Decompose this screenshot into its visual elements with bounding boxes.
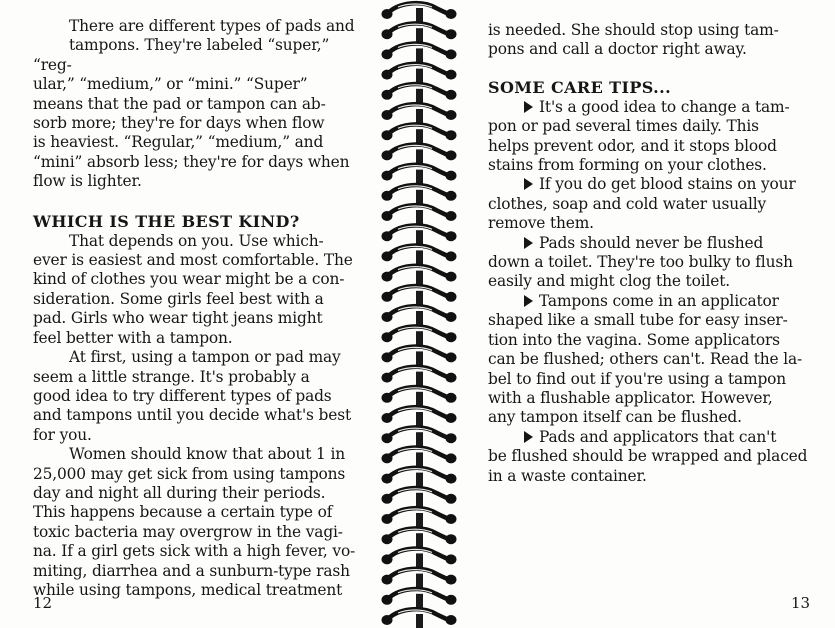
text-span: Tampons come in an applicator bbox=[539, 291, 779, 310]
text-span: Pads and applicators that can't bbox=[539, 427, 777, 446]
spiral-coil bbox=[382, 225, 457, 246]
text-line: day and night all during their periods. bbox=[33, 483, 326, 502]
spiral-coil bbox=[382, 286, 457, 307]
spiral-coil bbox=[382, 44, 457, 65]
paragraph bbox=[33, 348, 358, 445]
text-line: toxic bacteria may overgrow in the vagi- bbox=[33, 522, 343, 541]
text-line: kind of clothes you wear might be a con- bbox=[33, 270, 345, 289]
left-page bbox=[0, 0, 378, 628]
text-span: Pads should never be flushed bbox=[539, 233, 764, 252]
text-line: That depends on you. Use which- bbox=[69, 231, 324, 250]
paragraph bbox=[33, 445, 358, 600]
bullet-item bbox=[488, 428, 818, 486]
text-line: pad. Girls who wear tight jeans might bbox=[33, 309, 323, 328]
text-line: tampons. They're labeled “super,” “reg- bbox=[33, 36, 330, 74]
spiral-coil bbox=[382, 64, 457, 85]
text-line bbox=[488, 175, 818, 194]
text-line: pon or pad several times daily. This bbox=[488, 117, 759, 136]
page-number: 13 bbox=[791, 594, 811, 612]
section-heading: SOME CARE TIPS... bbox=[488, 77, 672, 97]
spiral-coil bbox=[382, 3, 457, 24]
text-line: At first, using a tampon or pad may bbox=[69, 348, 341, 367]
text-line: There are different types of pads and bbox=[69, 17, 355, 35]
text-line: Women should know that about 1 in bbox=[69, 445, 345, 464]
text-line: remove them. bbox=[488, 214, 594, 233]
spiral-coil bbox=[382, 165, 457, 186]
text-line: flow is lighter. bbox=[33, 172, 142, 191]
text-line: with a flushable applicator. However, bbox=[488, 388, 773, 407]
text-span: It's a good idea to change a tam- bbox=[539, 97, 790, 116]
spiral-binding bbox=[378, 0, 460, 628]
text-line: means that the pad or tampon can ab- bbox=[33, 94, 326, 113]
spiral-coil bbox=[382, 367, 457, 388]
bullet-item bbox=[488, 234, 818, 292]
spiral-coil bbox=[382, 104, 457, 125]
text-line: feel better with a tampon. bbox=[33, 328, 233, 347]
spiral-coil bbox=[382, 145, 457, 166]
text-line bbox=[488, 234, 818, 253]
bullet-item bbox=[488, 98, 818, 176]
spiral-coil bbox=[382, 468, 457, 489]
text-line bbox=[488, 428, 818, 447]
bullet-item bbox=[488, 175, 818, 233]
text-line: down a toilet. They're too bulky to flush bbox=[488, 253, 793, 272]
spiral-coil bbox=[382, 205, 457, 226]
spiral-coil bbox=[382, 448, 457, 469]
paragraph bbox=[33, 232, 358, 348]
spiral-coil bbox=[382, 609, 457, 628]
text-line: helps prevent odor, and it stops blood bbox=[488, 136, 777, 155]
section-heading: WHICH IS THE BEST KIND? bbox=[33, 211, 300, 231]
text-line: tion into the vagina. Some applicators bbox=[488, 330, 780, 349]
spiral-coil bbox=[382, 347, 457, 368]
paragraph bbox=[488, 21, 818, 60]
text-line: ever is easiest and most comfortable. The bbox=[33, 251, 353, 270]
page-number: 12 bbox=[33, 594, 53, 612]
bullet-triangle-icon bbox=[524, 295, 533, 307]
spiral-coil bbox=[382, 23, 457, 44]
text-line: sorb more; they're for days when flow bbox=[33, 114, 325, 133]
right-text-column bbox=[488, 21, 818, 486]
bullet-triangle-icon bbox=[524, 431, 533, 443]
spiral-coil bbox=[382, 387, 457, 408]
text-line: is needed. She should stop using tam- bbox=[488, 21, 779, 39]
left-text-column bbox=[33, 17, 358, 600]
spiral-coil bbox=[382, 124, 457, 145]
text-line: easily and might clog the toilet. bbox=[488, 272, 730, 291]
text-line: clothes, soap and cold water usually bbox=[488, 194, 767, 213]
text-line: na. If a girl gets sick with a high fever, vo- bbox=[33, 542, 356, 561]
spiral-coil bbox=[382, 589, 457, 610]
text-line: in a waste container. bbox=[488, 466, 647, 485]
spiral-coil bbox=[382, 528, 457, 549]
spiral-coil bbox=[382, 246, 457, 267]
text-line: good idea to try different types of pads bbox=[33, 386, 332, 405]
text-line: is heaviest. “Regular,” “medium,” and bbox=[33, 133, 324, 152]
spiral-coil bbox=[382, 266, 457, 287]
text-line: stains from forming on your clothes. bbox=[488, 156, 767, 175]
spiral-coil bbox=[382, 569, 457, 590]
text-line bbox=[488, 98, 818, 117]
text-line: pons and call a doctor right away. bbox=[488, 40, 747, 59]
text-line: can be flushed; others can't. Read the la- bbox=[488, 350, 803, 369]
spiral-coil bbox=[382, 84, 457, 105]
text-line: 25,000 may get sick from using tampons bbox=[33, 464, 346, 483]
text-line: and tampons until you decide what's best bbox=[33, 406, 351, 425]
text-line: sideration. Some girls feel best with a bbox=[33, 289, 324, 308]
right-page bbox=[460, 0, 835, 628]
text-line: shaped like a small tube for easy inser- bbox=[488, 311, 788, 330]
spiral-coil bbox=[382, 306, 457, 327]
text-line: This happens because a certain type of bbox=[33, 503, 333, 522]
text-line: while using tampons, medical treatment bbox=[33, 580, 343, 599]
spiral-coil bbox=[382, 326, 457, 347]
spiral-coil bbox=[382, 549, 457, 570]
bullet-triangle-icon bbox=[524, 178, 533, 190]
paragraph bbox=[33, 17, 358, 192]
bullet-triangle-icon bbox=[524, 237, 533, 249]
text-line bbox=[488, 292, 818, 311]
spiral-coil bbox=[382, 407, 457, 428]
text-line: be flushed should be wrapped and placed bbox=[488, 447, 808, 466]
spiral-coil bbox=[382, 185, 457, 206]
bullet-item bbox=[488, 292, 818, 428]
text-line: bel to find out if you're using a tampon bbox=[488, 369, 787, 388]
text-line: any tampon itself can be flushed. bbox=[488, 408, 742, 427]
spiral-coil bbox=[382, 508, 457, 529]
text-line: miting, diarrhea and a sunburn-type rash bbox=[33, 561, 350, 580]
spiral-coil bbox=[382, 488, 457, 509]
bullet-triangle-icon bbox=[524, 101, 533, 113]
text-line: ular,” “medium,” or “mini.” “Super” bbox=[33, 75, 308, 94]
text-line: “mini” absorb less; they're for days when bbox=[33, 152, 350, 171]
spiral-coil bbox=[382, 427, 457, 448]
text-line: for you. bbox=[33, 425, 92, 444]
text-line: seem a little strange. It's probably a bbox=[33, 367, 310, 386]
text-span: If you do get blood stains on your bbox=[539, 175, 796, 194]
